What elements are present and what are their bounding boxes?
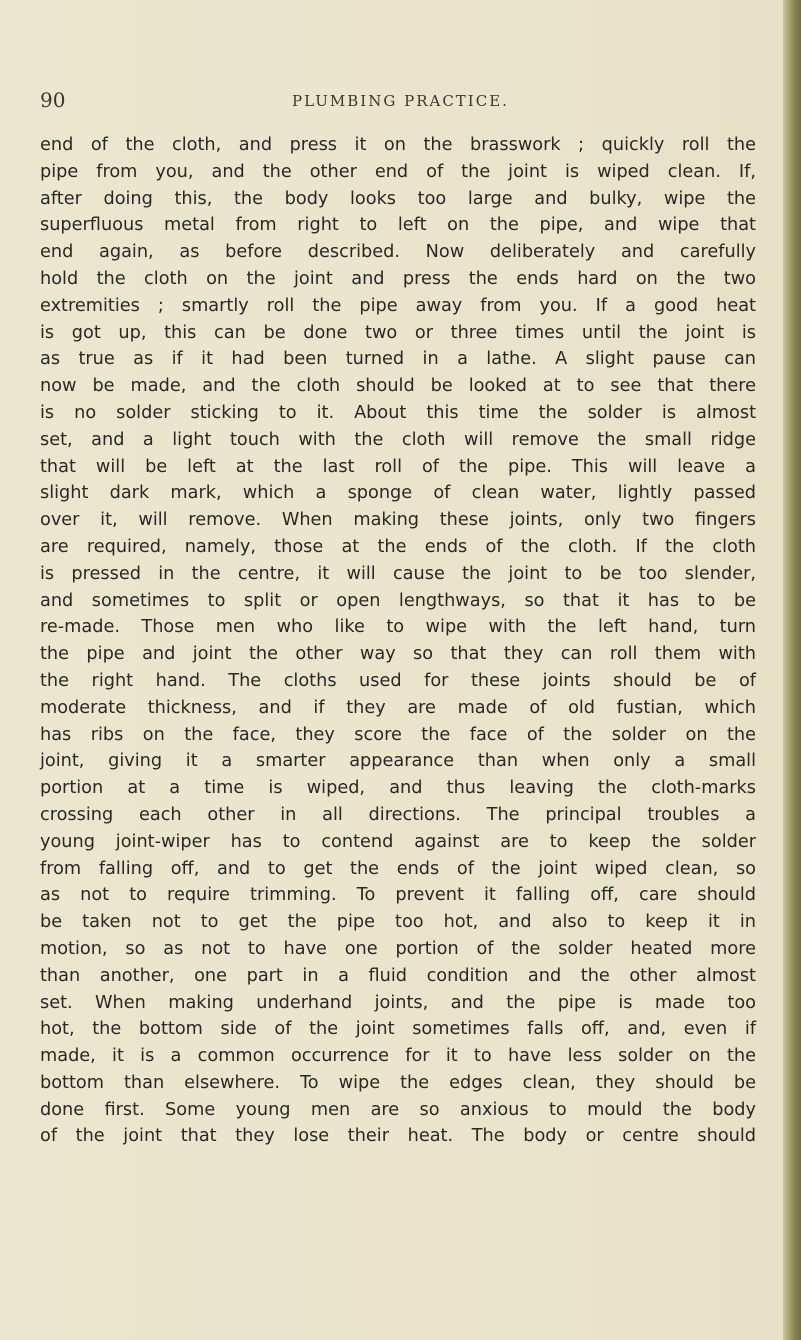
text-line: end again, as before described. Now deliberately and carefully [40,242,756,263]
text-line: slight dark mark, which a sponge of clean water, lightly passed [40,483,756,504]
text-line: is pressed in the centre, it will cause the joint to be too slender, [40,563,756,584]
body-paragraph [40,132,756,1150]
text-line: after doing this, the body looks too large and bulky, wipe the [40,188,756,209]
text-line: re-made. Those men who like to wipe with the left hand, turn [40,617,756,638]
text-line: young joint-wiper has to contend against are to keep the solder [40,831,756,852]
text-line: the right hand. The cloths used for these joints should be of [40,670,756,691]
text-line: joint, giving it a smarter appearance than when only a small [40,751,756,772]
text-line: bottom than elsewhere. To wipe the edges clean, they should be [40,1072,756,1093]
text-line: than another, one part in a fluid condition and the other almost [40,965,756,986]
text-line: crossing each other in all directions. The principal troubles a [40,804,756,825]
text-line: as true as if it had been turned in a lathe. A slight pause can [40,349,756,370]
text-line: extremities ; smartly roll the pipe away from you. If a good heat [40,295,756,316]
text-line: superfluous metal from right to left on the pipe, and wipe that [40,215,756,236]
text-line: and sometimes to split or open lengthways, so that it has to be [40,590,756,611]
text-line: pipe from you, and the other end of the joint is wiped clean. If, [40,161,756,182]
text-line: of the joint that they lose their heat. The body or centre should [40,1126,756,1147]
text-line: made, it is a common occurrence for it to have less solder on the [40,1046,756,1067]
text-line: moderate thickness, and if they are made of old fustian, which [40,697,756,718]
text-line: portion at a time is wiped, and thus leaving the cloth-marks [40,778,756,799]
text-line: is no solder sticking to it. About this time the solder is almost [40,402,756,423]
text-line: over it, will remove. When making these joints, only two fingers [40,510,756,531]
text-line: end of the cloth, and press it on the brasswork ; quickly roll the [40,135,756,155]
text-line: that will be left at the last roll of the pipe. This will leave a [40,456,756,477]
text-line: set, and a light touch with the cloth will remove the small ridge [40,429,756,450]
text-line: has ribs on the face, they score the face of the solder on the [40,724,756,745]
text-line: set. When making underhand joints, and the pipe is made too [40,992,756,1013]
text-line: hold the cloth on the joint and press the ends hard on the two [40,268,756,289]
page-edge-shadow [783,0,801,1340]
page-number: 90 [40,88,66,112]
text-line: done first. Some young men are so anxious to mould the body [40,1099,756,1120]
text-line: now be made, and the cloth should be looked at to see that there [40,376,756,397]
text-line: from falling off, and to get the ends of the joint wiped clean, so [40,858,756,879]
text-line: hot, the bottom side of the joint sometimes falls off, and, even if [40,1019,756,1040]
text-line: is got up, this can be done two or three times until the joint is [40,322,756,343]
text-line: motion, so as not to have one portion of the solder heated more [40,938,756,959]
text-line: as not to require trimming. To prevent it falling off, care should [40,885,756,906]
text-line: be taken not to get the pipe too hot, and also to keep it in [40,912,756,933]
text-line: are required, namely, those at the ends of the cloth. If the cloth [40,536,756,557]
text-line: the pipe and joint the other way so that they can roll them with [40,644,756,665]
running-head: PLUMBING PRACTICE. [292,92,509,110]
